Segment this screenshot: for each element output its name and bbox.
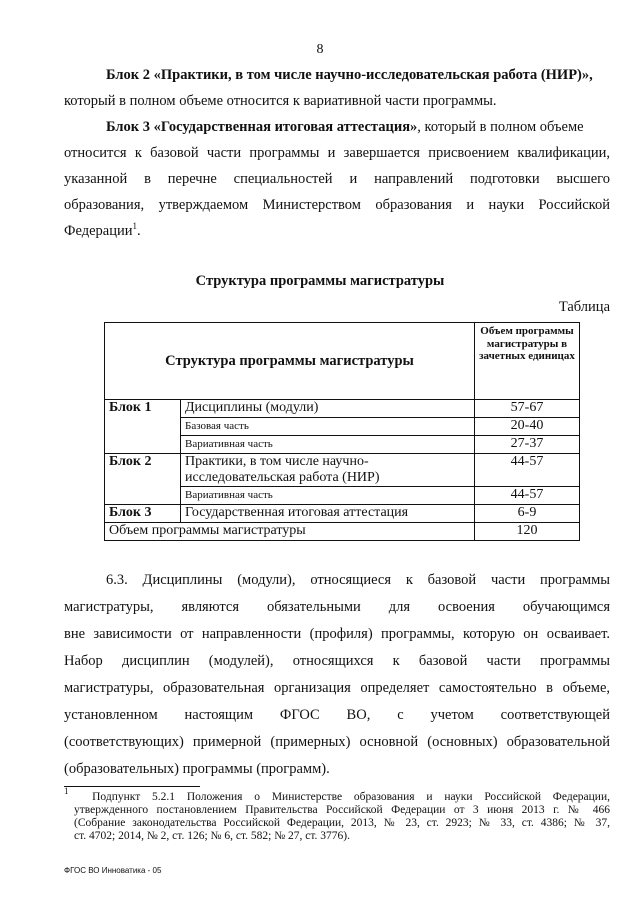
row-name: Практики, в том числе научно-исследовательская работа (НИР) — [181, 454, 475, 487]
para63-line4: Набор дисциплин (модулей), относящихся к базовой части программы — [64, 653, 610, 669]
para63-line5: магистратуры, образовательная организация определяет самостоятельно в объеме, — [64, 680, 610, 696]
page-footer: ФГОС ВО Инноватика - 05 — [64, 866, 162, 875]
row-name: Базовая часть — [181, 418, 475, 436]
block-cell: Блок 1 — [105, 400, 181, 454]
table-caption: Таблица — [558, 299, 610, 315]
table-row — [105, 400, 580, 418]
block2-text: который в полном объеме относится к вариативной части программы. — [64, 93, 497, 109]
row-value: 27-37 — [475, 436, 580, 454]
para63-line3: вне зависимости от направленности (профиля) программы, которую он осваивает. — [64, 626, 610, 642]
footnote-marker: 1 — [64, 786, 69, 796]
row-name: Государственная итоговая аттестация — [181, 505, 475, 523]
footnote-line: (Собрание законодательства Российской Федерации, 2013, № 23, ст. 2923; № 33, ст. 4386; № 37, — [74, 817, 610, 829]
table-title: Структура программы магистратуры — [195, 273, 445, 289]
row-value: 44-57 — [475, 454, 580, 487]
para63-line1: 6.3. Дисциплины (модули), относящиеся к базовой части программы — [106, 572, 610, 588]
para63-line2: магистратуры, являются обязательными для освоения обучающимся — [64, 599, 610, 615]
table-header-row — [105, 323, 580, 400]
row-name: Вариативная часть — [181, 487, 475, 505]
total-label: Объем программы магистратуры — [105, 523, 475, 541]
para63-line6: установленном настоящим ФГОС ВО, с учетом соответствующей — [64, 707, 610, 723]
para63-line8: (образовательных) программы (программ). — [64, 761, 330, 777]
program-structure-table — [104, 322, 580, 541]
block3-line2: относится к базовой части программы и завершается присвоением квалификации, — [64, 145, 610, 161]
footnote-line: $^1$ Подпункт 5.2.1 Положения о Министерстве образования и науки Российской Федерации, — [64, 786, 610, 803]
footnote-line: ст. 4702; 2014, № 2, ст. 126; № 6, ст. 582; № 27, ст. 3776). — [74, 830, 351, 842]
block2-title: Блок 2 «Практики, в том числе научно-исследовательская работа (НИР)», — [106, 67, 593, 83]
footnote — [64, 786, 610, 843]
table-header-volume: Объем программы магистратуры в зачетных единицах — [475, 323, 580, 400]
row-value: 44-57 — [475, 487, 580, 505]
block-cell: Блок 2 — [105, 454, 181, 505]
block-cell: Блок 3 — [105, 505, 181, 523]
block3-line3: указанной в перечне специальностей и направлений подготовки высшего — [64, 171, 610, 187]
row-name: Дисциплины (модули) — [181, 400, 475, 418]
row-value: 6-9 — [475, 505, 580, 523]
row-name: Вариативная часть — [181, 436, 475, 454]
footnote-ref: 1 — [132, 221, 137, 231]
page-number: 8 — [316, 42, 324, 57]
total-value: 120 — [475, 523, 580, 541]
row-value: 57-67 — [475, 400, 580, 418]
table-row — [105, 454, 580, 487]
row-value: 20-40 — [475, 418, 580, 436]
table-total-row — [105, 523, 580, 541]
footnote-line: утвержденного постановлением Правительства Российской Федерации от 3 июня 2013 г. № 466 — [74, 804, 610, 816]
block3-line5: Федерации$^1$. — [64, 221, 141, 239]
block3-line1: Блок 3 «Государственная итоговая аттестация», который в полном объеме — [106, 119, 584, 135]
footnote-divider — [64, 786, 200, 787]
block3-line4: образования, утверждаемом Министерством образования и науки Российской — [64, 197, 610, 213]
table-row — [105, 505, 580, 523]
table-header-structure: Структура программы магистратуры — [105, 323, 475, 400]
para63-line7: (соответствующих) примерной (примерных) основной (основных) образовательной — [64, 734, 610, 750]
